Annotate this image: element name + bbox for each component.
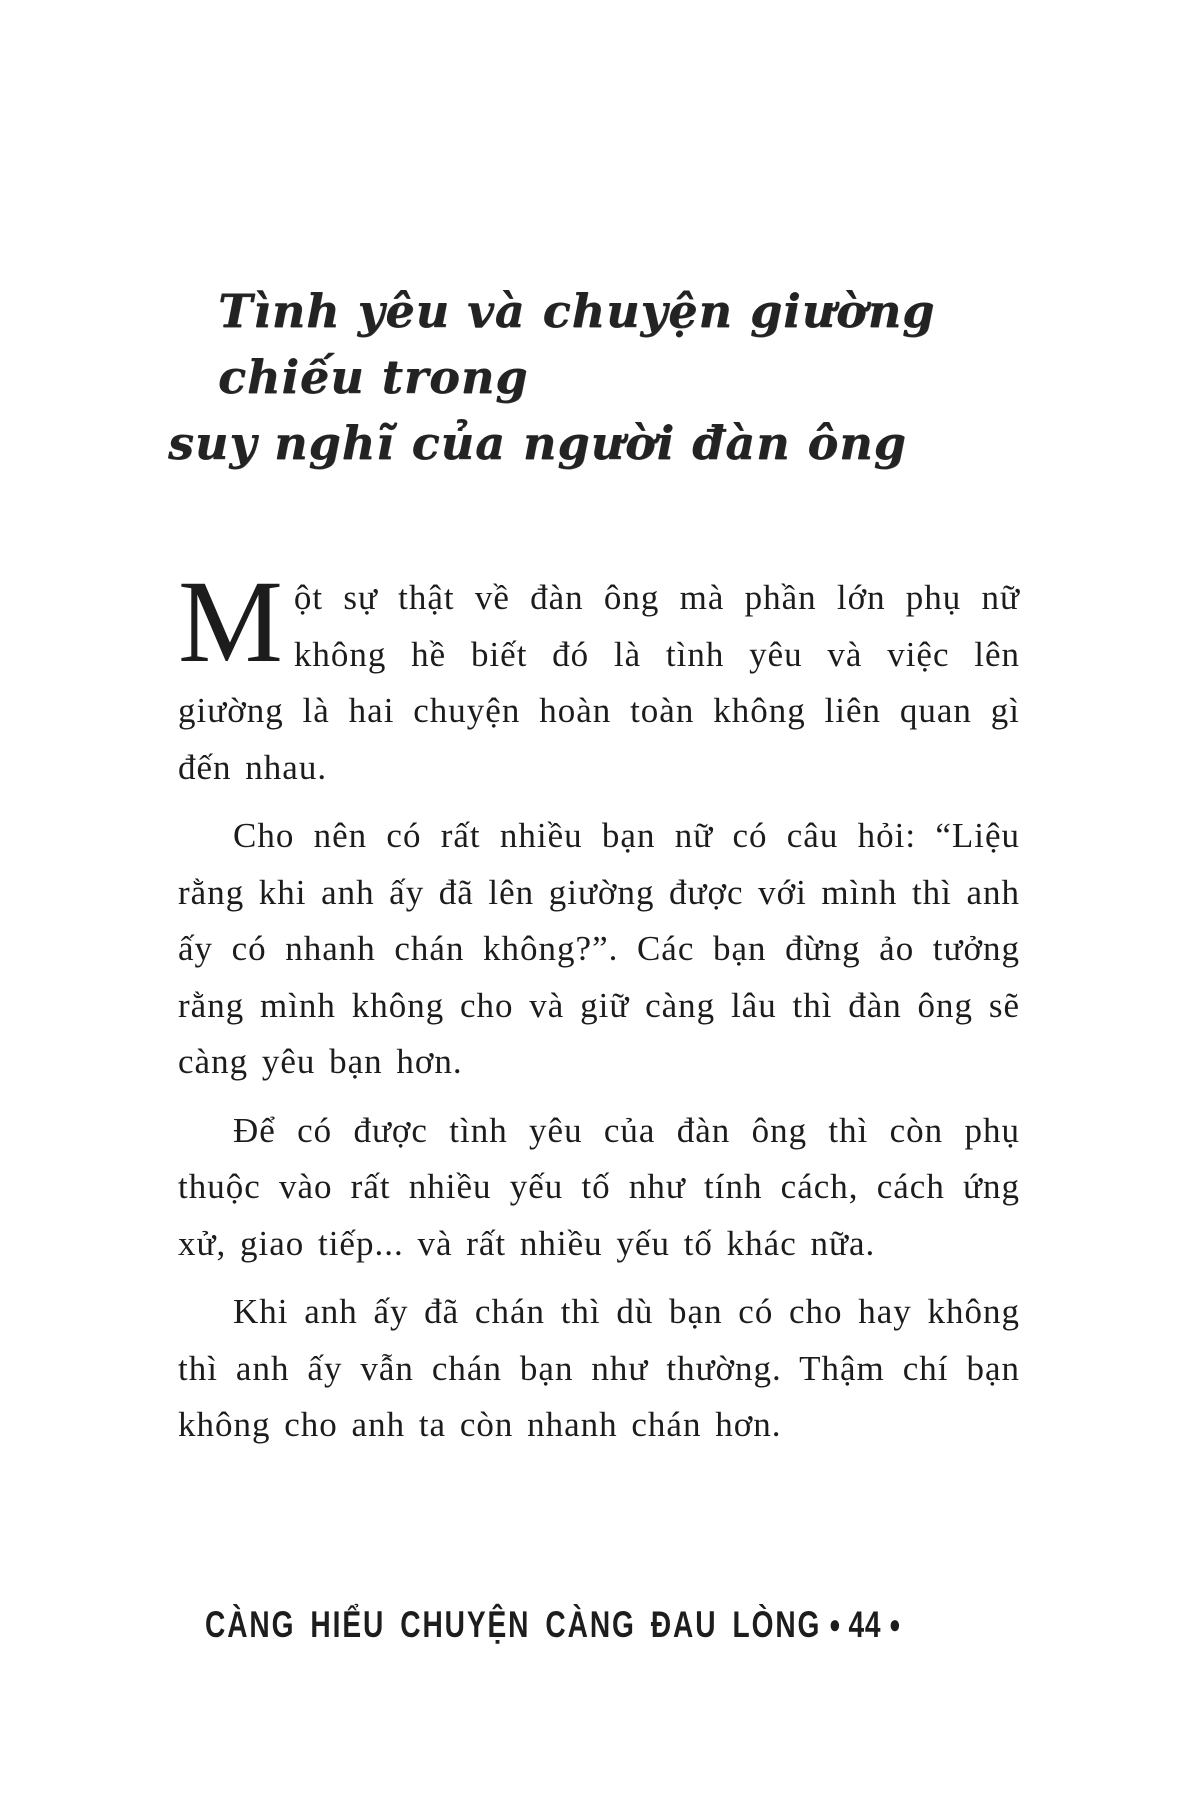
paragraph: Khi anh ấy đã chán thì dù bạn có cho hay không thì anh ấy vẫn chán bạn như thường. Thậm chí bạn không cho anh ta còn nhanh chán hơn. — [178, 1292, 1020, 1444]
footer-bullet-icon: ● — [828, 1609, 841, 1639]
footer-bullet-icon: ● — [888, 1609, 901, 1639]
paragraph: Cho nên có rất nhiều bạn nữ có câu hỏi: “Liệu rằng khi anh ấy đã lên giường được với mình thì anh ấy có nhanh chán không?”. Các bạn đừng ảo tưởng rằng mình không cho và giữ càng lâu thì đàn ông sẽ càng yêu bạn hơn. — [178, 816, 1020, 1081]
body-text — [178, 556, 1020, 1466]
chapter-title-line-1: Tình yêu và chuyện giường chiếu trong — [218, 284, 936, 404]
page-footer — [205, 1604, 908, 1646]
book-title: CÀNG HIỂU CHUYỆN CÀNG ĐAU LÒNG — [205, 1604, 822, 1645]
page-number: 44 — [848, 1604, 882, 1645]
drop-cap: M — [178, 556, 284, 687]
paragraph: Để có được tình yêu của đàn ông thì còn phụ thuộc vào rất nhiều yếu tố như tính cách, cách ứng xử, giao tiếp... và rất nhiều yếu tố khác nữa. — [178, 1110, 1020, 1263]
paragraph-text: ột sự thật về đàn ông mà phần lớn phụ nữ không hề biết đó là tình yêu và việc lên giường là hai chuyện hoàn toàn không liên quan gì đến nhau. — [178, 578, 1020, 787]
chapter-title-line-2: suy nghĩ của người đàn ông — [168, 416, 907, 470]
paragraph — [178, 556, 1020, 796]
chapter-title — [168, 278, 948, 476]
